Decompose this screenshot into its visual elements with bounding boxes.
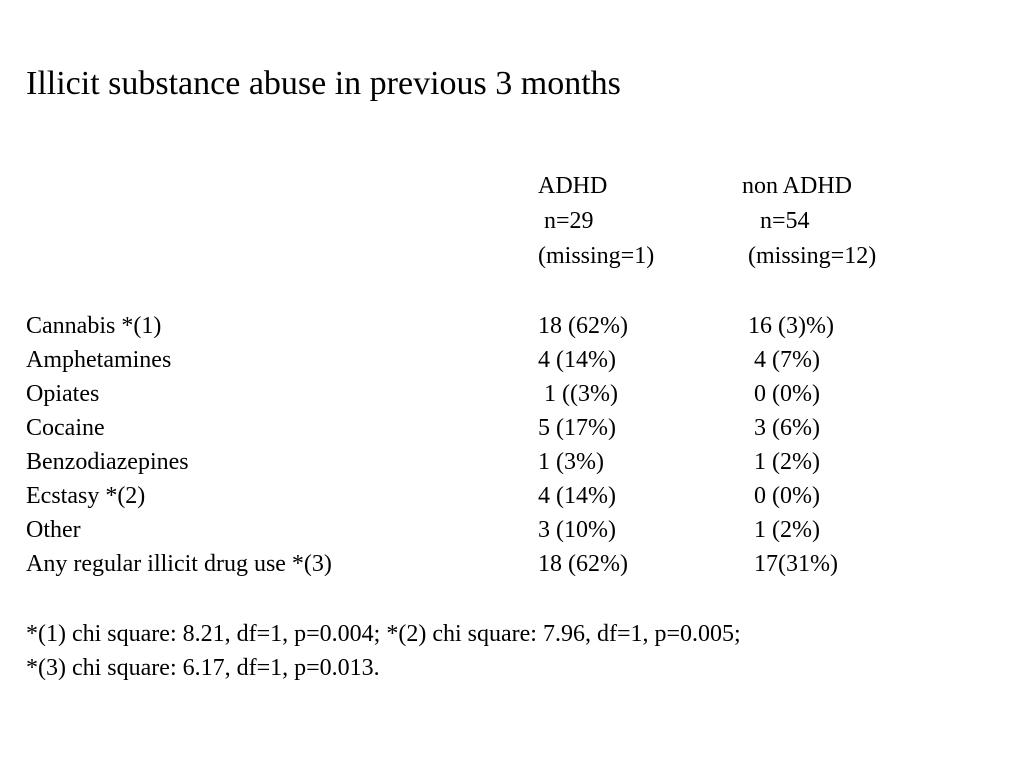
row-non-adhd-other: 1 (2%)	[742, 517, 820, 543]
row-adhd-opiates: 1 ((3%)	[538, 381, 618, 407]
row-adhd-any-regular: 18 (62%)	[538, 551, 628, 577]
footnote-line-2: *(3) chi square: 6.17, df=1, p=0.013.	[26, 655, 380, 681]
row-adhd-ecstasy: 4 (14%)	[538, 483, 616, 509]
adhd-missing: (missing=1)	[538, 243, 655, 269]
slide-title: Illicit substance abuse in previous 3 months	[26, 65, 621, 102]
row-label-opiates: Opiates	[26, 381, 100, 407]
row-label-cocaine: Cocaine	[26, 415, 105, 441]
non-adhd-header: non ADHD	[742, 173, 853, 199]
footnote-line-1: *(1) chi square: 8.21, df=1, p=0.004; *(2) chi square: 7.96, df=1, p=0.005;	[26, 621, 741, 647]
row-adhd-other: 3 (10%)	[538, 517, 616, 543]
row-label-cannabis: Cannabis *(1)	[26, 313, 162, 339]
row-label-other: Other	[26, 517, 81, 543]
row-non-adhd-benzodiazepines: 1 (2%)	[742, 449, 820, 475]
row-non-adhd-amphetamines: 4 (7%)	[742, 347, 820, 373]
adhd-header: ADHD	[538, 173, 608, 199]
row-non-adhd-ecstasy: 0 (0%)	[742, 483, 820, 509]
row-non-adhd-cannabis: 16 (3)%)	[742, 313, 834, 339]
row-label-benzodiazepines: Benzodiazepines	[26, 449, 189, 475]
row-label-ecstasy: Ecstasy *(2)	[26, 483, 146, 509]
row-label-any-regular: Any regular illicit drug use *(3)	[26, 551, 332, 577]
row-non-adhd-any-regular: 17(31%)	[742, 551, 838, 577]
row-adhd-amphetamines: 4 (14%)	[538, 347, 616, 373]
row-adhd-cannabis: 18 (62%)	[538, 313, 628, 339]
row-label-amphetamines: Amphetamines	[26, 347, 172, 373]
row-adhd-cocaine: 5 (17%)	[538, 415, 616, 441]
row-adhd-benzodiazepines: 1 (3%)	[538, 449, 604, 475]
row-non-adhd-cocaine: 3 (6%)	[742, 415, 820, 441]
non-adhd-n: n=54	[742, 208, 810, 234]
non-adhd-missing: (missing=12)	[742, 243, 877, 269]
adhd-n: n=29	[538, 208, 594, 234]
row-non-adhd-opiates: 0 (0%)	[742, 381, 820, 407]
